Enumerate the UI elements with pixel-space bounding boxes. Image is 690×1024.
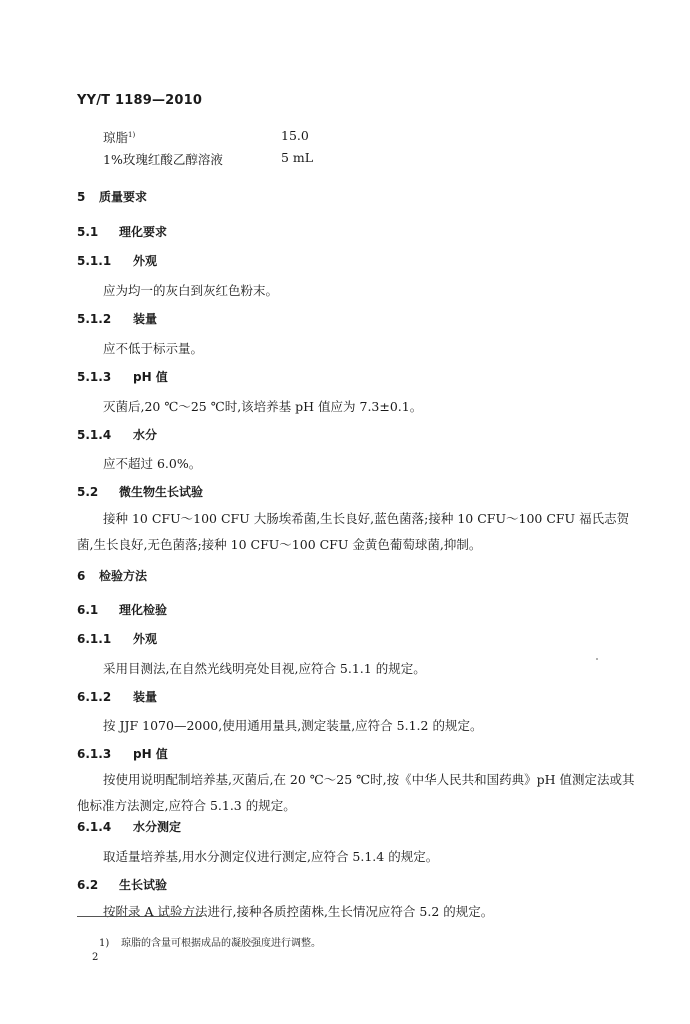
paragraph: 应为均一的灰白到灰红色粉末。 [103,283,279,298]
section-heading: 5 质量要求 [77,190,148,204]
formula-row-name [103,128,135,146]
page-number: 2 [92,952,99,963]
footnote [99,934,321,949]
section-heading: 6.1.2 装量 [77,690,158,704]
paragraph: 应不超过 6.0%。 [103,456,202,471]
ingredient-name: 琼脂 [103,130,129,145]
section-heading: 5.2 微生物生长试验 [77,485,204,499]
footnote-mark: 1) [128,130,136,139]
paragraph: 按附录 A 试验方法进行,接种各质控菌株,生长情况应符合 5.2 的规定。 [103,904,494,919]
section-heading: 5.1.2 装量 [77,312,158,326]
footnote-number: 1) [99,938,110,949]
paragraph: 灭菌后,20 ℃～25 ℃时,该培养基 pH 值应为 7.3±0.1。 [103,399,423,414]
paragraph: 采用目测法,在自然光线明亮处目视,应符合 5.1.1 的规定。 [103,661,426,676]
paragraph: 按使用说明配制培养基,灭菌后,在 20 ℃～25 ℃时,按《中华人民共和国药典》pH 值测定法或其他标准方法测定,应符合 5.1.3 的规定。 [77,772,635,813]
section-heading: 6.2 生长试验 [77,878,168,892]
footnote-divider [77,916,202,917]
section-heading: 5.1.1 外观 [77,254,158,268]
section-heading: 5.1 理化要求 [77,225,168,239]
paragraph: 接种 10 CFU～100 CFU 大肠埃希菌,生长良好,蓝色菌落;接种 10 CFU～100 CFU 福氏志贺菌,生长良好,无色菌落;接种 10 CFU～100 CFU 金黄色葡萄球菌,抑制。 [77,511,630,552]
section-heading: 6.1.4 水分测定 [77,820,182,834]
paragraph: 按 JJF 1070—2000,使用通用量具,测定装量,应符合 5.1.2 的规定。 [103,718,483,733]
scan-speck [596,658,598,660]
ingredient-name: 1%玫瑰红酸乙醇溶液 [103,152,223,167]
paragraph: 应不低于标示量。 [103,341,204,356]
standard-code: YY/T 1189—2010 [77,93,203,108]
ingredient-amount: 5 mL [281,150,314,165]
section-heading: 5.1.4 水分 [77,428,158,442]
ingredient-amount: 15.0 [281,128,309,143]
formula-row-name [103,150,223,168]
section-heading: 6.1.3 pH 值 [77,747,168,761]
section-heading: 5.1.3 pH 值 [77,370,168,384]
section-heading: 6.1 理化检验 [77,603,168,617]
section-heading: 6.1.1 外观 [77,632,158,646]
paragraph: 取适量培养基,用水分测定仪进行测定,应符合 5.1.4 的规定。 [103,849,439,864]
section-heading: 6 检验方法 [77,569,148,583]
footnote-text: 琼脂的含量可根据成品的凝胶强度进行调整。 [121,938,321,949]
